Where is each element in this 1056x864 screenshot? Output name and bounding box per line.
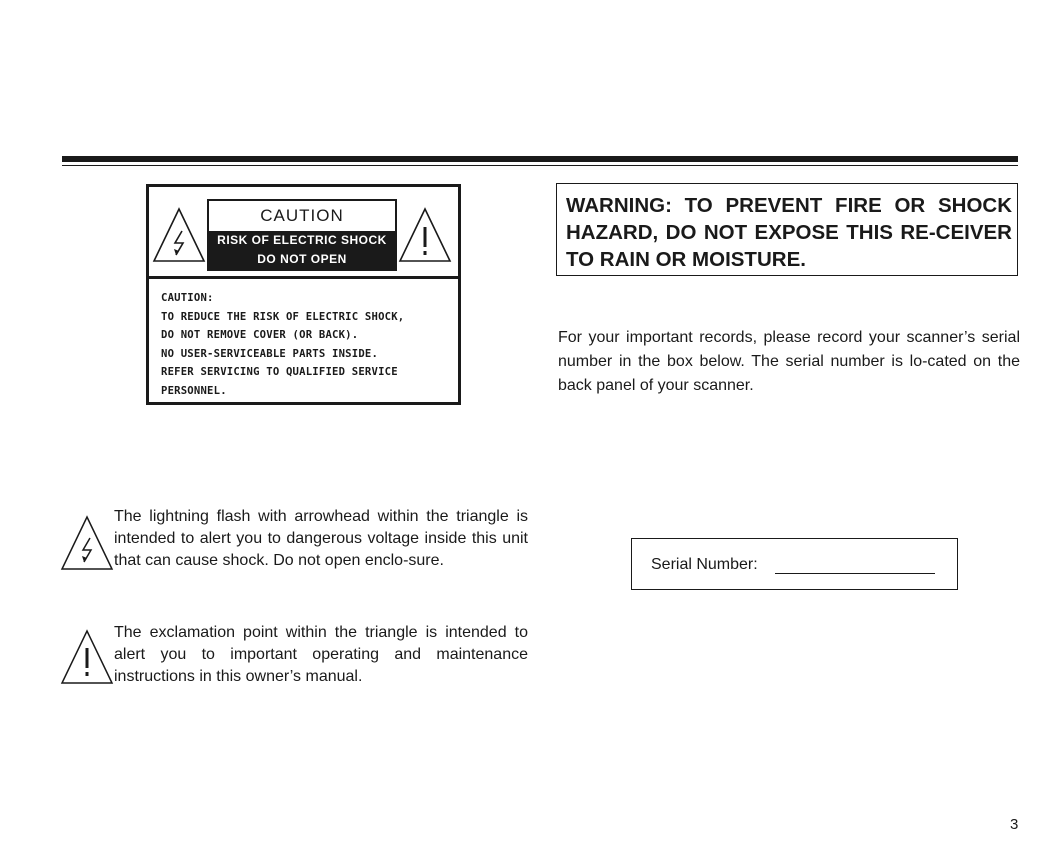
warning-box	[556, 183, 1018, 276]
caution-title: CAUTION	[260, 206, 344, 225]
exclamation-note: The exclamation point within the triangle is intended to alert you to important operating and maintenance instructions in this owner’s manual.	[114, 624, 528, 685]
caution-body-line: REFER SERVICING TO QUALIFIED SERVICE	[161, 366, 398, 378]
caution-band-line-2: DO NOT OPEN	[257, 252, 347, 266]
exclamation-triangle-icon	[60, 628, 114, 686]
caution-body-line: DO NOT REMOVE COVER (OR BACK).	[161, 329, 359, 341]
serial-number-blank	[775, 573, 935, 574]
caution-band	[209, 231, 395, 269]
records-paragraph: For your important records, please record your scanner’s serial number in the box below. The serial number is lo-cated on the back panel of your scanner.	[558, 329, 1020, 394]
caution-center-panel	[207, 199, 397, 271]
page-number: 3	[1010, 816, 1019, 833]
caution-body-line: CAUTION:	[161, 292, 214, 304]
warning-text: WARNING: TO PREVENT FIRE OR SHOCK HAZARD, DO NOT EXPOSE THIS RE-CEIVER TO RAIN OR MOISTURE.	[566, 194, 1012, 271]
caution-body	[161, 289, 453, 400]
exclamation-warning-icon	[397, 205, 453, 265]
lightning-note: The lightning flash with arrowhead within the triangle is intended to alert you to dangerous voltage inside this unit that can cause shock. Do not open enclo-sure.	[114, 508, 528, 569]
caution-label	[146, 184, 461, 405]
serial-number-label: Serial Number:	[651, 556, 758, 573]
header-rule-thin	[62, 165, 1018, 166]
caution-body-line: TO REDUCE THE RISK OF ELECTRIC SHOCK,	[161, 310, 405, 323]
lightning-warning-icon	[151, 205, 207, 265]
caution-body-line: NO USER-SERVICEABLE PARTS INSIDE.	[161, 347, 379, 360]
serial-number-box	[631, 538, 958, 590]
lightning-triangle-icon	[60, 514, 114, 572]
caution-band-line-1: RISK OF ELECTRIC SHOCK	[217, 233, 387, 247]
caution-label-header	[149, 187, 458, 279]
caution-body-line: PERSONNEL.	[161, 384, 227, 397]
header-rule-thick	[62, 156, 1018, 162]
